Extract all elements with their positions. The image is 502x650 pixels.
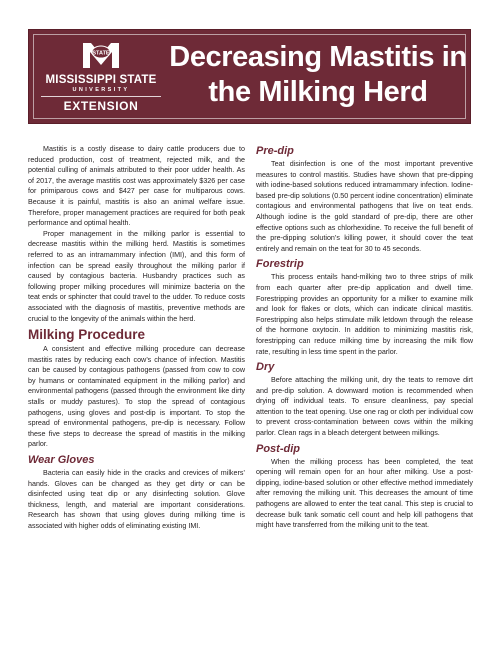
- post-dip-heading: Post-dip: [256, 442, 300, 455]
- page-title: [169, 40, 467, 110]
- title-line-1: Decreasing Mastitis in: [169, 41, 467, 73]
- logo-university-label: UNIVERSITY: [72, 87, 130, 93]
- pre-dip-heading: Pre-dip: [256, 145, 294, 157]
- right-column: [256, 144, 473, 531]
- left-column: [28, 144, 245, 532]
- forestrip-paragraph: This process entails hand-milking two to three strips of milk from each quarter after pre-dip application and dwell time. Forestripping provides an opportunity for a milker to examine milk and look for flakes or clots, which can indicate clinical mastitis. Forestripping also helps stimulate milk letdown through the release of the hormone oxytocin. In addition to minimizing mastitis risk, forestripping can reduce milking time by increasing the milk flow rate, resulting in less time spent in the parlor.: [256, 273, 473, 356]
- msu-extension-logo[interactable]: [37, 38, 165, 115]
- title-line-2: the Milking Herd: [208, 76, 428, 108]
- dry-heading: Dry: [256, 361, 275, 374]
- dry-paragraph: Before attaching the milking unit, dry the teats to remove dirt and pre-dip solution. A downward motion is recommended when drying off individual teats. To ensure cleanliness, pay special attention to the teat opening. Use one rag or cloth per individual cow to prevent cross-contamination between cows within the milking parlor. Clean rags in a bleach detergent between milkings.: [256, 376, 473, 438]
- seal-text: STATE: [92, 50, 110, 57]
- intro-paragraph: Mastitis is a costly disease to dairy cattle producers due to reduced production, cost of treatment, rejected milk, and the potential culling of animals attributed to their poor udder health. As of 2017, the average mastitis cost was approximately $326 per case for primiparous cows and $427 per case for multiparous cows. Because it is painful, mastitis is also an animal welfare issue. Therefore, proper management practices are required for both peak performance and optimal health.: [28, 145, 245, 228]
- pre-dip-paragraph: Teat disinfection is one of the most important preventive measures to control mastitis. Studies have shown that pre-dipping with iodine-based solutions reduced intramammary infection. Iodine-based pre-dip solutions (0.50 percent iodine concentration) eliminate contagious and environmental pathogens that live on teat ends. Although iodine is the gold standard of pre-dip, there are other effective options such as chlorhexidine. To receive the full benefit of the pre-dipping solution’s killing power, it should cover the teat entirely and remain on the teat for 30 to 45 seconds.: [256, 160, 473, 253]
- wear-gloves-paragraph: Bacteria can easily hide in the cracks and crevices of milkers’ hands. Gloves can be changed as they get dirty or can be disinfected using teat dip or any disinfecting solution. Glove thickness, length, and material are important considerations. Research has shown that using gloves during milking time is associated with higher odds of eliminating existing IMI.: [28, 469, 245, 530]
- header-banner: [28, 29, 471, 124]
- logo-university-name: MISSISSIPPI STATE: [45, 74, 157, 86]
- logo-extension-label: EXTENSION: [63, 99, 139, 113]
- milking-procedure-paragraph: A consistent and effective milking procedure can decrease mastitis rates by reducing each cow’s chance of infection. Mastitis can be caused by contagious pathogens (passed from cow to cow by humans or contaminated equipment in the milking parlor) and environmental pathogens (passed through the environment like dirty stalls or muddy pastures). To stop the spread of contagious pathogens, using gloves and post-dip is important. To stop the spread of environmental pathogens, pre-dip is necessary. Follow these five steps to decrease the spread of mastitis in the milking parlor.: [28, 345, 245, 449]
- logo-divider: [41, 96, 161, 97]
- msu-seal-icon: [81, 40, 121, 70]
- intro-paragraph: Proper management in the milking parlor is essential to decrease mastitis within the milking herd. Mastitis is sometimes referred to as an intramammary infection (IMI), and this form of infection can be spread easily throughout the milking parlor if caused by contagious bacteria. Husbandry practices such as following proper milking procedures will minimize bacteria on the teat ends or sphincter that could travel to the udder. To reduce costs associated with the diagnosis of mastitis, preventive methods are crucial to the longevity of the animals within the herd.: [28, 229, 245, 323]
- milking-procedure-heading: Milking Procedure: [28, 327, 146, 343]
- forestrip-heading: Forestrip: [256, 258, 304, 271]
- wear-gloves-heading: Wear Gloves: [28, 454, 95, 467]
- post-dip-paragraph: When the milking process has been completed, the teat opening will remain open for an hour after milking. Use a post-dipping, iodine-based solution or other effective method immediately after removing the milking unit. This decreases the amount of time pathogens are allowed to enter the teat canal. This step is crucial to decrease bulk tank somatic cell count and help kill pathogens that might have transferred from the milking unit to the teat.: [256, 457, 473, 530]
